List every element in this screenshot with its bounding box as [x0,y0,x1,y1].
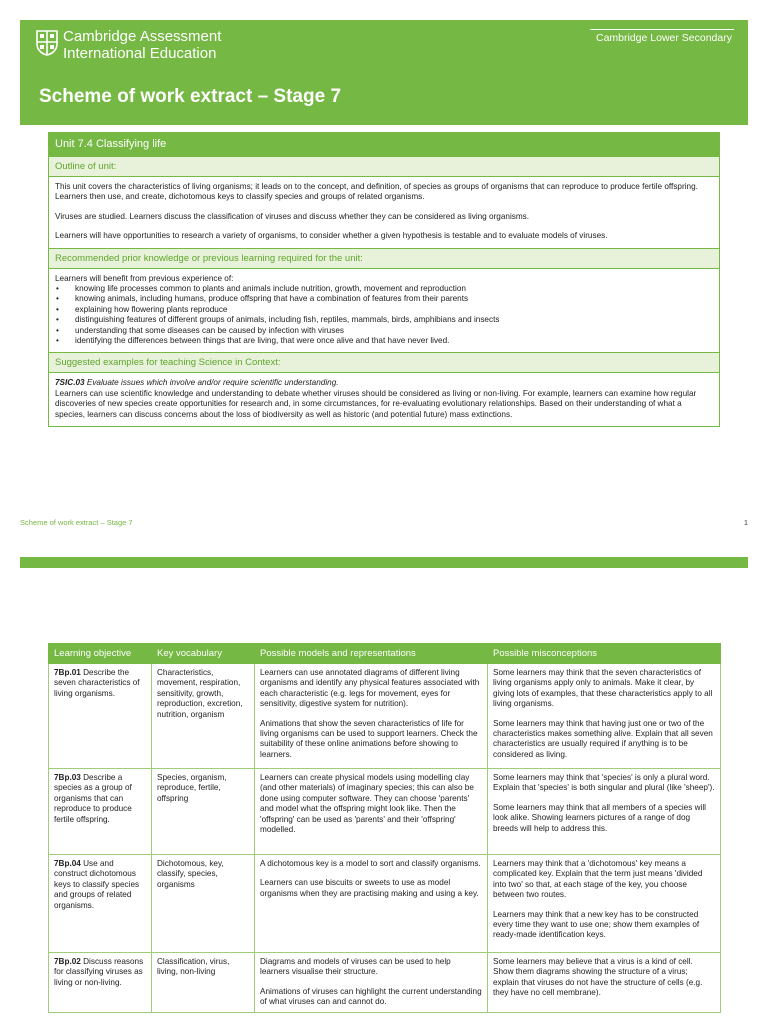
prior-knowledge-body [49,269,719,353]
logo-line-1: Cambridge Assessment [63,28,222,45]
objective-code: 7Bp.01 [54,668,81,677]
list-item: • identifying the differences between things that are living, that were once alive and that have never lived. [55,336,713,346]
outline-body [49,177,719,248]
list-item: • explaining how flowering plants reproduce [55,305,713,315]
cambridge-crest-icon [36,30,58,56]
vocabulary-cell: Characteristics, movement, respiration, sensitivity, growth, reproduction, excretion, nutrition, organism [152,664,255,769]
objective-code: 7Bp.02 [54,957,81,966]
models-paragraph: A dichotomous key is a model to sort and classify organisms. [260,859,481,868]
list-item: • understanding that some diseases can be caused by infection with viruses [55,326,713,336]
context-paragraph: Learners can use scientific knowledge and understanding to debate whether viruses should be considered as living or non-living. For example, learners can examine how regular discoveries of new species create opportunities for research and, in some circumstances, for re-evaluating evolutionary relationships. Based on their understanding of what a species, learners can discuss concerns about the loss of biodiversity as well as historic (and potential future) mass extinctions. [55,388,697,419]
models-paragraph: Learners can use biscuits or sweets to use as model organisms when they are practising making and using a key. [260,878,479,898]
table-header-row [49,644,721,664]
outline-paragraph: This unit covers the characteristics of living organisms; it leads on to the concept, and definition, of species as groups of organisms that can reproduce to produce fertile offspring. Learners then use, and create, dichotomous keys to classify species and groups of related organisms. [55,182,698,202]
page-divider-bar [20,557,748,568]
table-row [49,855,721,953]
models-paragraph: Animations of viruses can highlight the current understanding of what viruses can and cannot do. [260,986,482,1007]
misconception-paragraph: Learners may think that a 'dichotomous' key means a complicated key. Explain that the term just means 'divided into two' so that, at each stage of the key, you choose between two routes. [493,859,703,900]
models-cell [255,855,488,953]
models-cell [255,664,488,769]
org-rule [590,29,734,30]
context-heading: Suggested examples for teaching Science in Context: [49,352,719,373]
vocabulary-cell: Classification, virus, living, non-living [152,953,255,1013]
context-code: 7SIC.03 [55,378,85,388]
page-number: 1 [743,518,748,527]
logo-line-2: International Education [63,45,217,62]
objective-text: Describe a species as a group of organisms that can reproduce to produce fertile offspring. [54,773,132,824]
models-cell [255,769,488,855]
misconception-paragraph: Some learners may think that 'species' is only a plural word. Explain that 'species' is both singular and plural (like 'sheep'). [493,773,715,793]
misconceptions-cell [488,953,721,1013]
objective-cell [49,953,152,1013]
misconceptions-cell [488,855,721,953]
misconception-paragraph: Some learners may think that the seven characteristics of living organisms apply only to animals. Make it clear, by giving lots of examples, that these characteristics apply to all living organisms. [493,668,713,709]
objective-cell [49,855,152,953]
models-cell [255,953,488,1013]
column-header: Possible misconceptions [488,644,721,664]
outline-paragraph: Learners will have opportunities to research a variety of organisms, to consider whether a given hypothesis is testable and to evaluate models of viruses. [55,231,608,241]
misconceptions-cell [488,769,721,855]
context-body [49,373,719,426]
context-code-text: Evaluate issues which involve and/or require scientific understanding. [84,378,339,388]
models-paragraph: Diagrams and models of viruses can be used to help learners visualise their structure. [260,957,451,977]
table-row [49,953,721,1013]
objective-code: 7Bp.04 [54,859,81,868]
prior-knowledge-intro: Learners will benefit from previous experience of: [55,273,234,283]
objective-text: Use and construct dichotomous keys to classify species and groups of related organisms. [54,859,140,910]
misconceptions-cell [488,664,721,769]
outline-paragraph: Viruses are studied. Learners discuss the classification of viruses and discuss whether they can be considered as living organisms. [55,211,530,221]
list-item: • knowing animals, including humans, produce offspring that have a combination of features from their parents [55,294,713,304]
models-paragraph: Learners can create physical models using modelling clay (and other materials) of imaginary species; this can also be done using computer software. They can choose 'parents' and model what the offspring might look like. Then the 'offspring' can be used as 'parents' and their 'offspring' modelled. [260,773,474,835]
unit-box [48,132,720,427]
vocabulary-cell: Species, organism, reproduce, fertile, offspring [152,769,255,855]
footer-title: Scheme of work extract – Stage 7 [20,518,133,527]
column-header: Possible models and representations [255,644,488,664]
page-title: Scheme of work extract – Stage 7 [39,86,342,107]
table-row [49,769,721,855]
models-paragraph: Learners can use annotated diagrams of different living organisms and identify any physical features associated with each characteristic (e.g. legs for movement, eyes for sensitivity, digestive system for nutrition). [260,668,480,709]
misconception-paragraph: Some learners may think that all members of a species will look alike. Showing learners pictures of a range of dog breeds will help to address this. [493,802,706,833]
list-item: • distinguishing features of different groups of animals, including fish, reptiles, mammals, birds, amphibians and insects [55,315,713,325]
objectives-table [48,643,721,1013]
org-label: Cambridge Lower Secondary [596,32,732,44]
vocabulary-cell: Dichotomous, key, classify, species, organisms [152,855,255,953]
objective-code: 7Bp.03 [54,773,81,782]
misconception-paragraph: Some learners may believe that a virus is a kind of cell. Show them diagrams showing the structure of a virus; explain that viruses do not have the structure of cells (e.g. they have no cell membrane). [493,957,703,998]
table-row [49,664,721,769]
misconception-paragraph: Some learners may think that having just one or two of the characteristics makes something alive. Explain that all seven characteristics are usually required if anything is to be considered as living. [493,718,713,759]
objective-text: Discuss reasons for classifying viruses as living or non-living. [54,957,144,987]
objective-text: Describe the seven characteristics of living organisms. [54,668,140,698]
unit-title: Unit 7.4 Classifying life [49,133,719,157]
column-header: Key vocabulary [152,644,255,664]
list-item: • knowing life processes common to plants and animals include nutrition, growth, movement and reproduction [55,284,713,294]
logo [36,28,221,62]
models-paragraph: Animations that show the seven characteristics of life for living organisms can be used to support learners. Check the suitability of these online animations before showing to learners. [260,718,478,759]
header-banner [20,20,748,125]
objective-cell [49,664,152,769]
prior-knowledge-list [55,284,713,346]
prior-knowledge-heading: Recommended prior knowledge or previous learning required for the unit: [49,248,719,269]
outline-heading: Outline of unit: [49,157,719,177]
misconception-paragraph: Learners may think that a new key has to be constructed every time they want to use one; show them examples of ready-made identification keys. [493,909,700,940]
objective-cell [49,769,152,855]
column-header: Learning objective [49,644,152,664]
